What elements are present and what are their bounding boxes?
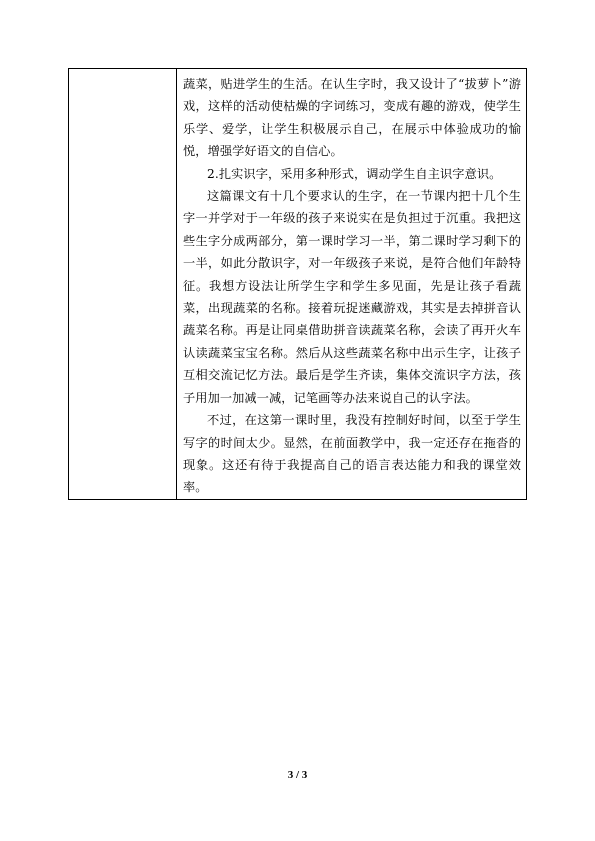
paragraph-continuation: 蔬菜，贴进学生的生活。在认生字时，我又设计了“拔萝卜”游戏，这样的活动使枯燥的字词练习，变成有趣的游戏，使学生乐学、爱学，让学生积极展示自己，在展示中体验成功的愉悦，增强学好语文的自信心。 <box>183 77 521 159</box>
left-label-cell <box>69 69 177 500</box>
paragraph-heading-2: 2.扎实识字，采用多种形式，调动学生自主识字意识。 <box>207 166 502 181</box>
table-row <box>69 69 527 500</box>
page-number: 3 / 3 <box>287 769 308 781</box>
content-table <box>68 68 527 500</box>
paragraph-reflection: 不过，在这第一课时里，我没有控制好时间，以至于学生写字的时间太少。显然，在前面教学中，我一定还存在拖沓的现象。这还有待于我提高自己的语言表达能力和我的课堂效率。 <box>183 413 521 495</box>
right-content-cell <box>177 69 527 500</box>
paragraph-literacy-method: 这篇课文有十几个要求认的生字，在一节课内把十几个生字一并学对于一年级的孩子来说实在是负担过于沉重。我把这些生字分成两部分，第一课时学习一半，第二课时学习剩下的一半，如此分散识字，对一年级孩子来说，是符合他们年龄特征。我想方设法让所学生字和学生多见面，先是让孩子看蔬菜，出现蔬菜的名称。接着玩捉迷藏游戏，其实是去掉拼音认蔬菜名称。再是让同桌借助拼音读蔬菜名称，会读了再开火车认读蔬菜宝宝名称。然后从这些蔬菜名称中出示生字，让孩子互相交流记忆方法。最后是学生齐读，集体交流识字方法，孩子用加一加减一减，记笔画等办法来说自己的认字法。 <box>183 189 521 405</box>
